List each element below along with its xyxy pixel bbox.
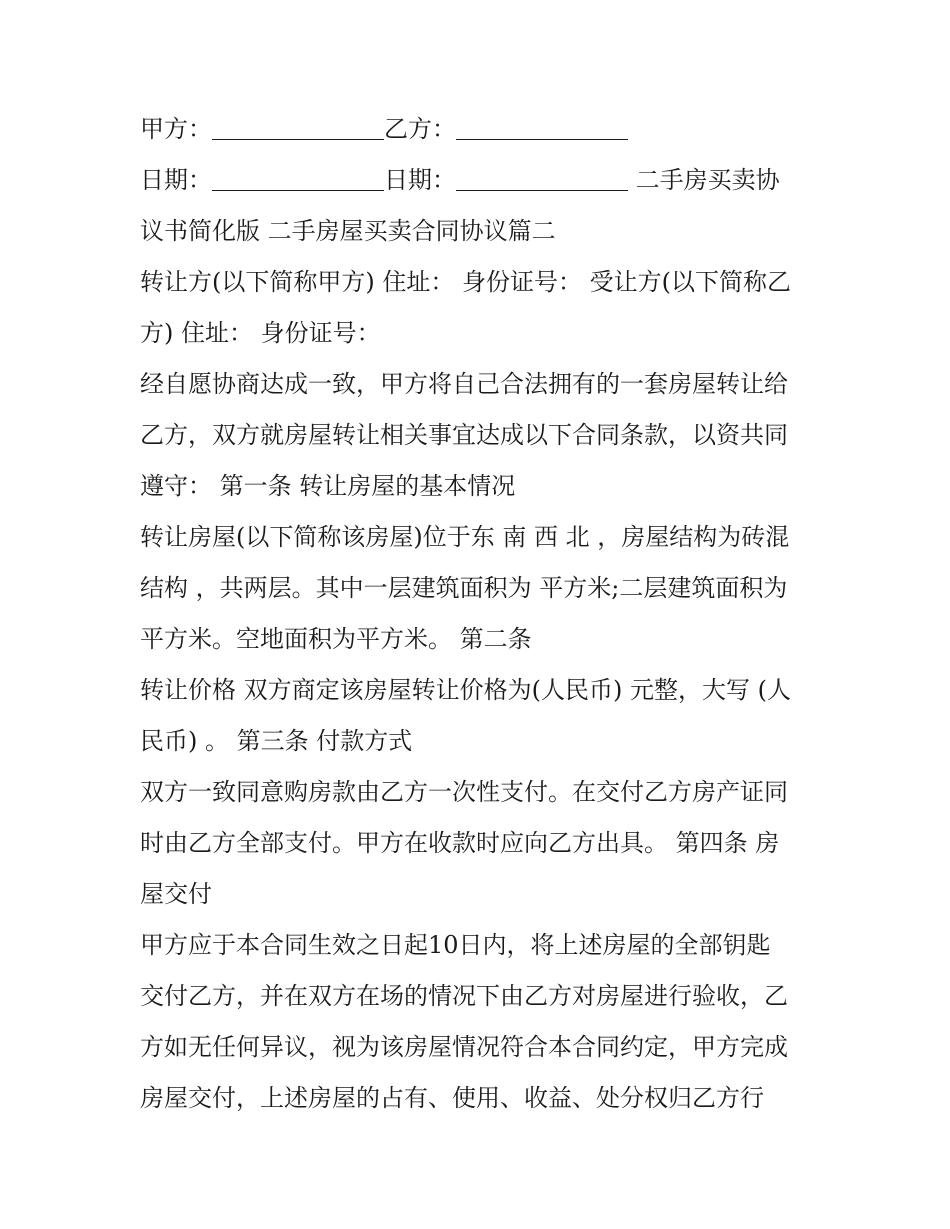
transferor-info-line: 转让方(以下简称甲方) 住址： 身份证号： 受让方(以下简称乙 xyxy=(140,268,791,296)
party-a-signature-blank xyxy=(212,117,384,140)
body-text-line: 房屋交付，上述房屋的占有、使用、收益、处分权归乙方行 xyxy=(140,1084,764,1112)
party-b-signature-blank xyxy=(456,117,628,140)
party-a-label: 甲方： xyxy=(140,115,212,143)
signature-line-parties xyxy=(140,114,628,144)
body-text-line: 转让价格 双方商定该房屋转让价格为(人民币) 元整，大写 (人 xyxy=(140,676,791,704)
body-text-line: 经自愿协商达成一致，甲方将自己合法拥有的一套房屋转让给 xyxy=(140,370,788,398)
body-text-line: 结构 ，共两层。其中一层建筑面积为 平方米;二层建筑面积为 xyxy=(140,574,788,602)
body-text-line: 乙方，双方就房屋转让相关事宜达成以下合同条款，以资共同 xyxy=(140,421,788,449)
party-a-date-blank xyxy=(212,168,384,191)
section-title-line: 议书简化版 二手房屋买卖合同协议篇二 xyxy=(140,217,556,245)
next-section-title-start: 二手房买卖协 xyxy=(628,166,780,194)
body-text-line: 双方一致同意购房款由乙方一次性支付。在交付乙方房产证同 xyxy=(140,778,788,806)
signature-line-dates xyxy=(140,165,780,195)
article-2-heading-line: 平方米。空地面积为平方米。 第二条 xyxy=(140,625,532,653)
article-3-heading-line: 民币) 。 第三条 付款方式 xyxy=(140,727,413,755)
party-b-date-blank xyxy=(456,168,628,191)
body-text-line: 甲方应于本合同生效之日起10日内，将上述房屋的全部钥匙 xyxy=(140,931,771,959)
body-text-line: 转让房屋(以下简称该房屋)位于东 南 西 北 ，房屋结构为砖混 xyxy=(140,523,790,551)
body-text-line: 屋交付 xyxy=(140,880,212,908)
party-a-date-label: 日期： xyxy=(140,166,212,194)
article-1-heading-line: 遵守： 第一条 转让房屋的基本情况 xyxy=(140,472,516,500)
body-text-line: 方如无任何异议，视为该房屋情况符合本合同约定，甲方完成 xyxy=(140,1033,788,1061)
transferee-info-line: 方) 住址： 身份证号： xyxy=(140,319,381,347)
party-b-date-label: 日期： xyxy=(384,166,456,194)
party-b-label: 乙方： xyxy=(384,115,456,143)
body-text-line: 交付乙方，并在双方在场的情况下由乙方对房屋进行验收，乙 xyxy=(140,982,788,1010)
article-4-heading-line: 时由乙方全部支付。甲方在收款时应向乙方出具。 第四条 房 xyxy=(140,829,780,857)
